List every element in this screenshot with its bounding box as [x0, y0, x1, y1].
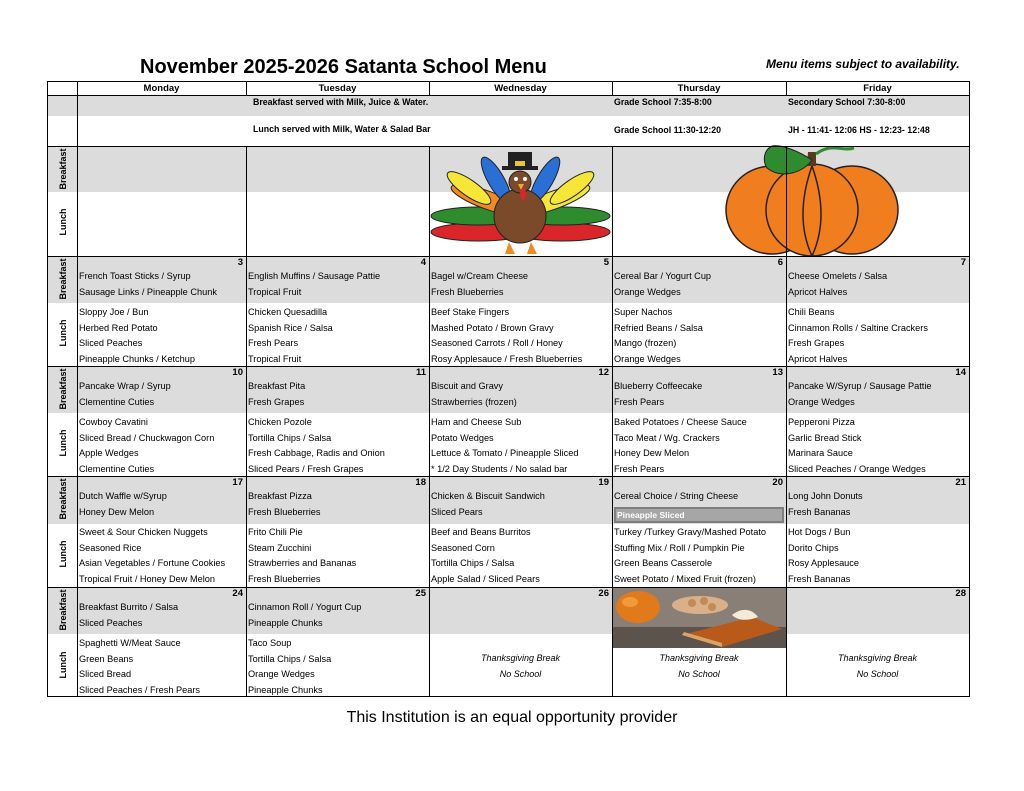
- lunch-item: Stuffing Mix / Roll / Pumpkin Pie: [614, 542, 745, 553]
- lunch-item: Baked Potatoes / Cheese Sauce: [614, 417, 747, 427]
- availability-note: Menu items subject to availability.: [766, 57, 960, 71]
- lunch-item: Steam Zucchini: [248, 542, 312, 553]
- lunch-item: Sweet Potato / Mixed Fruit (frozen): [614, 573, 756, 584]
- label-breakfast-intro: Breakfast: [58, 148, 68, 190]
- breakfast-item: Pancake W/Syrup / Sausage Pattie: [788, 381, 932, 391]
- lunch-item: Lettuce & Tomato / Pineapple Sliced: [431, 448, 579, 459]
- label-lunch-w1: Lunch: [58, 319, 68, 347]
- breakfast-item: English Muffins / Sausage Pattie: [248, 271, 381, 281]
- lunch-item: Strawberries and Bananas: [248, 558, 357, 569]
- breakfast-item: Dutch Waffle w/Syrup: [79, 491, 167, 501]
- breakfast-item: Sliced Pears: [431, 507, 483, 517]
- turkey-head: [509, 171, 531, 193]
- breakfast-item: Biscuit and Gravy: [431, 381, 503, 391]
- lunch-item: Super Nachos: [614, 307, 673, 317]
- lunch-item: Tropical Fruit: [248, 353, 302, 364]
- breakfast-item: Fresh Blueberries: [431, 287, 504, 297]
- label-lunch-w2: Lunch: [58, 429, 68, 457]
- lunch-item: Sliced Pears / Fresh Grapes: [248, 463, 364, 474]
- lunch-item: Tortilla Chips / Salsa: [248, 653, 332, 664]
- day-number: 14: [955, 367, 966, 378]
- holiday-no-school: No School: [678, 669, 720, 679]
- breakfast-item: Clementine Cuties: [79, 397, 155, 407]
- turkey-illustration: [429, 146, 612, 256]
- lunch-item: Fresh Cabbage, Radis and Onion: [248, 448, 385, 459]
- lunch-item: Marinara Sauce: [788, 448, 853, 459]
- lunch-item: Pepperoni Pizza: [788, 417, 855, 427]
- lunch-item: Fresh Pears: [248, 338, 299, 349]
- lunch-item: Clementine Cuties: [79, 463, 155, 474]
- lunch-item: Fresh Pears: [614, 463, 665, 474]
- breakfast-item: Long John Donuts: [788, 491, 863, 501]
- lunch-item: Rosy Applesauce / Fresh Blueberries: [431, 353, 583, 364]
- label-breakfast-w4: Breakfast: [58, 589, 68, 631]
- breakfast-item: Sausage Links / Pineapple Chunk: [79, 287, 217, 297]
- day-number: 10: [232, 367, 243, 378]
- breakfast-item: Chicken & Biscuit Sandwich: [431, 491, 545, 501]
- lunch-secondary-time: JH - 11:41- 12:06 HS - 12:23- 12:48: [788, 125, 930, 135]
- lunch-item: Refried Beans / Salsa: [614, 322, 703, 333]
- holiday-label: Thanksgiving Break: [837, 653, 918, 663]
- day-number: 21: [955, 477, 966, 488]
- lunch-item: Sliced Peaches / Orange Wedges: [788, 463, 926, 474]
- lunch-item: Apple Salad / Sliced Pears: [431, 573, 540, 584]
- breakfast-item: Breakfast Pita: [248, 381, 306, 391]
- day-number: 26: [598, 588, 609, 599]
- lunch-item: Sloppy Joe / Bun: [79, 307, 149, 317]
- breakfast-item: Apricot Halves: [788, 287, 848, 297]
- breakfast-item: Orange Wedges: [788, 397, 855, 407]
- breakfast-item: Honey Dew Melon: [79, 507, 155, 517]
- lunch-item: Sweet & Sour Chicken Nuggets: [79, 527, 208, 537]
- lunch-item: Tortilla Chips / Salsa: [248, 432, 332, 443]
- grid-line: [48, 256, 969, 257]
- grid-line: [48, 146, 969, 147]
- grid-line: [48, 95, 969, 96]
- lunch-item: Hot Dogs / Bun: [788, 527, 851, 537]
- day-number: 24: [232, 588, 243, 599]
- breakfast-item: Bagel w/Cream Cheese: [431, 271, 529, 281]
- breakfast-item: Orange Wedges: [614, 287, 681, 297]
- grid-line: [612, 146, 613, 697]
- lunch-item: Fresh Grapes: [788, 338, 845, 349]
- header-thursday: Thursday: [677, 83, 721, 94]
- breakfast-item: Fresh Blueberries: [248, 507, 321, 517]
- lunch-item: Potato Wedges: [431, 432, 494, 443]
- lunch-item: Orange Wedges: [614, 353, 681, 364]
- breakfast-item: Cinnamon Roll / Yogurt Cup: [248, 602, 362, 612]
- lunch-item: Cowboy Cavatini: [79, 417, 148, 427]
- lunch-item: Chili Beans: [788, 307, 835, 317]
- lunch-item: Sliced Peaches / Fresh Pears: [79, 684, 201, 695]
- lunch-item: Sliced Bread / Chuckwagon Corn: [79, 432, 215, 443]
- header-monday: Monday: [143, 83, 180, 94]
- lunch-item: Asian Vegetables / Fortune Cookies: [79, 558, 226, 569]
- header-wednesday: Wednesday: [494, 83, 547, 94]
- holiday-label: Thanksgiving Break: [659, 653, 739, 663]
- lunch-item: Tropical Fruit / Honey Dew Melon: [79, 573, 215, 584]
- day-number: 12: [598, 367, 609, 378]
- breakfast-item: Cereal Bar / Yogurt Cup: [614, 271, 712, 281]
- breakfast-item: Strawberries (frozen): [431, 397, 517, 407]
- breakfast-item: Sliced Peaches: [79, 618, 143, 628]
- lunch-item: Mashed Potato / Brown Gravy: [431, 322, 554, 333]
- footer-statement: This Institution is an equal opportunity provider: [346, 709, 678, 726]
- lunch-item: Seasoned Carrots / Roll / Honey: [431, 338, 563, 349]
- label-breakfast-w1: Breakfast: [58, 258, 68, 300]
- breakfast-served-note: Breakfast served with Milk, Juice & Water.: [253, 97, 429, 107]
- lunch-item: Green Beans Casserole: [614, 558, 713, 569]
- grid-line: [429, 82, 430, 95]
- lunch-item: Frito Chili Pie: [248, 527, 303, 537]
- breakfast-item: Blueberry Coffeecake: [614, 381, 703, 391]
- breakfast-item: Pancake Wrap / Syrup: [79, 381, 171, 391]
- day-number: 7: [960, 257, 966, 268]
- grid-line: [429, 146, 430, 697]
- breakfast-item: Fresh Bananas: [788, 507, 851, 517]
- label-lunch-intro: Lunch: [58, 208, 68, 236]
- day-number: 6: [777, 257, 783, 268]
- lunch-item: Honey Dew Melon: [614, 448, 690, 459]
- lunch-item: Apricot Halves: [788, 353, 848, 364]
- grid-line: [48, 587, 969, 588]
- lunch-item: Cinnamon Rolls / Saltine Crackers: [788, 322, 928, 333]
- grid-line: [786, 82, 787, 95]
- lunch-item: Green Beans: [79, 653, 134, 664]
- day-number: 4: [420, 257, 426, 268]
- lunch-item: Ham and Cheese Sub: [431, 417, 522, 427]
- label-lunch-w3: Lunch: [58, 540, 68, 568]
- pumpkin-pie-photo: [612, 587, 786, 648]
- lunch-item: Apple Wedges: [79, 448, 139, 459]
- day-number: 11: [415, 367, 426, 378]
- lunch-item: Spaghetti W/Meat Sauce: [79, 638, 181, 648]
- highlighted-breakfast-item: Pineapple Sliced: [614, 507, 784, 523]
- lunch-item: Mango (frozen): [614, 338, 677, 349]
- lunch-item: Chicken Quesadilla: [248, 307, 328, 317]
- turkey-body: [494, 189, 546, 243]
- breakfast-grade-time: Grade School 7:35-8:00: [614, 97, 712, 107]
- label-lunch-w4: Lunch: [58, 651, 68, 679]
- day-number: 5: [603, 257, 609, 268]
- day-number: 13: [772, 367, 783, 378]
- lunch-item: Beef Stake Fingers: [431, 307, 510, 317]
- lunch-item: Taco Soup: [248, 638, 292, 648]
- header-friday: Friday: [863, 83, 892, 94]
- lunch-item: Seasoned Corn: [431, 542, 495, 553]
- label-breakfast-w2: Breakfast: [58, 368, 68, 410]
- breakfast-item: Fresh Pears: [614, 397, 665, 407]
- lunch-item: Fresh Bananas: [788, 573, 851, 584]
- lunch-item: Chicken Pozole: [248, 417, 312, 427]
- breakfast-item: Cheese Omelets / Salsa: [788, 271, 888, 281]
- lunch-item: Rosy Applesauce: [788, 558, 859, 569]
- grid-line: [48, 366, 969, 367]
- breakfast-item: Fresh Grapes: [248, 397, 305, 407]
- lunch-item: Beef and Beans Burritos: [431, 527, 531, 537]
- breakfast-item: Breakfast Pizza: [248, 491, 312, 501]
- lunch-served-note: Lunch served with Milk, Water & Salad Bar: [253, 124, 431, 134]
- grid-line: [48, 476, 969, 477]
- holiday-label: Thanksgiving Break: [480, 653, 561, 663]
- holiday-no-school: No School: [856, 669, 899, 679]
- lunch-item: Turkey /Turkey Gravy/Mashed Potato: [614, 527, 766, 537]
- lunch-item: Sliced Bread: [79, 669, 132, 680]
- lunch-item: Fresh Blueberries: [248, 573, 321, 584]
- day-number: 17: [232, 477, 243, 488]
- breakfast-item: Tropical Fruit: [248, 287, 302, 297]
- lunch-grade-time: Grade School 11:30-12:20: [614, 125, 722, 135]
- lunch-item: Seasoned Rice: [79, 542, 142, 553]
- menu-grid: [47, 81, 970, 697]
- header-tuesday: Tuesday: [318, 83, 357, 94]
- breakfast-item: French Toast Sticks / Syrup: [79, 271, 191, 281]
- lunch-item: Garlic Bread Stick: [788, 432, 862, 443]
- lunch-item: Spanish Rice / Salsa: [248, 322, 333, 333]
- lunch-item: Tortilla Chips / Salsa: [431, 558, 515, 569]
- lunch-item: Dorito Chips: [788, 542, 839, 553]
- lunch-item: Orange Wedges: [248, 669, 315, 680]
- day-number: 18: [415, 477, 426, 488]
- grid-line: [246, 146, 247, 697]
- day-number: 25: [415, 588, 426, 599]
- day-number: 19: [598, 477, 609, 488]
- breakfast-secondary-time: Secondary School 7:30-8:00: [788, 97, 906, 107]
- grid-line: [246, 82, 247, 95]
- lunch-item: Pineapple Chunks / Ketchup: [79, 353, 195, 364]
- lunch-item: Herbed Red Potato: [79, 322, 158, 333]
- grid-line: [77, 82, 78, 697]
- grid-line: [612, 82, 613, 95]
- holiday-no-school: No School: [499, 669, 542, 679]
- grid-line: [786, 146, 787, 697]
- day-number: 20: [772, 477, 783, 488]
- lunch-item: * 1/2 Day Students / No salad bar: [431, 463, 568, 474]
- breakfast-item: Cereal Choice / String Cheese: [614, 491, 739, 501]
- breakfast-item: Pineapple Chunks: [248, 618, 323, 628]
- lunch-item: Taco Meat / Wg. Crackers: [614, 432, 720, 443]
- breakfast-item: Breakfast Burrito / Salsa: [79, 602, 179, 612]
- page-title: November 2025-2026 Satanta School Menu: [140, 56, 547, 78]
- label-breakfast-w3: Breakfast: [58, 478, 68, 520]
- lunch-item: Pineapple Chunks: [248, 684, 323, 695]
- day-number: 3: [237, 257, 243, 268]
- pumpkin-illustration: [712, 140, 912, 256]
- lunch-item: Sliced Peaches: [79, 338, 143, 349]
- day-number: 28: [955, 588, 966, 599]
